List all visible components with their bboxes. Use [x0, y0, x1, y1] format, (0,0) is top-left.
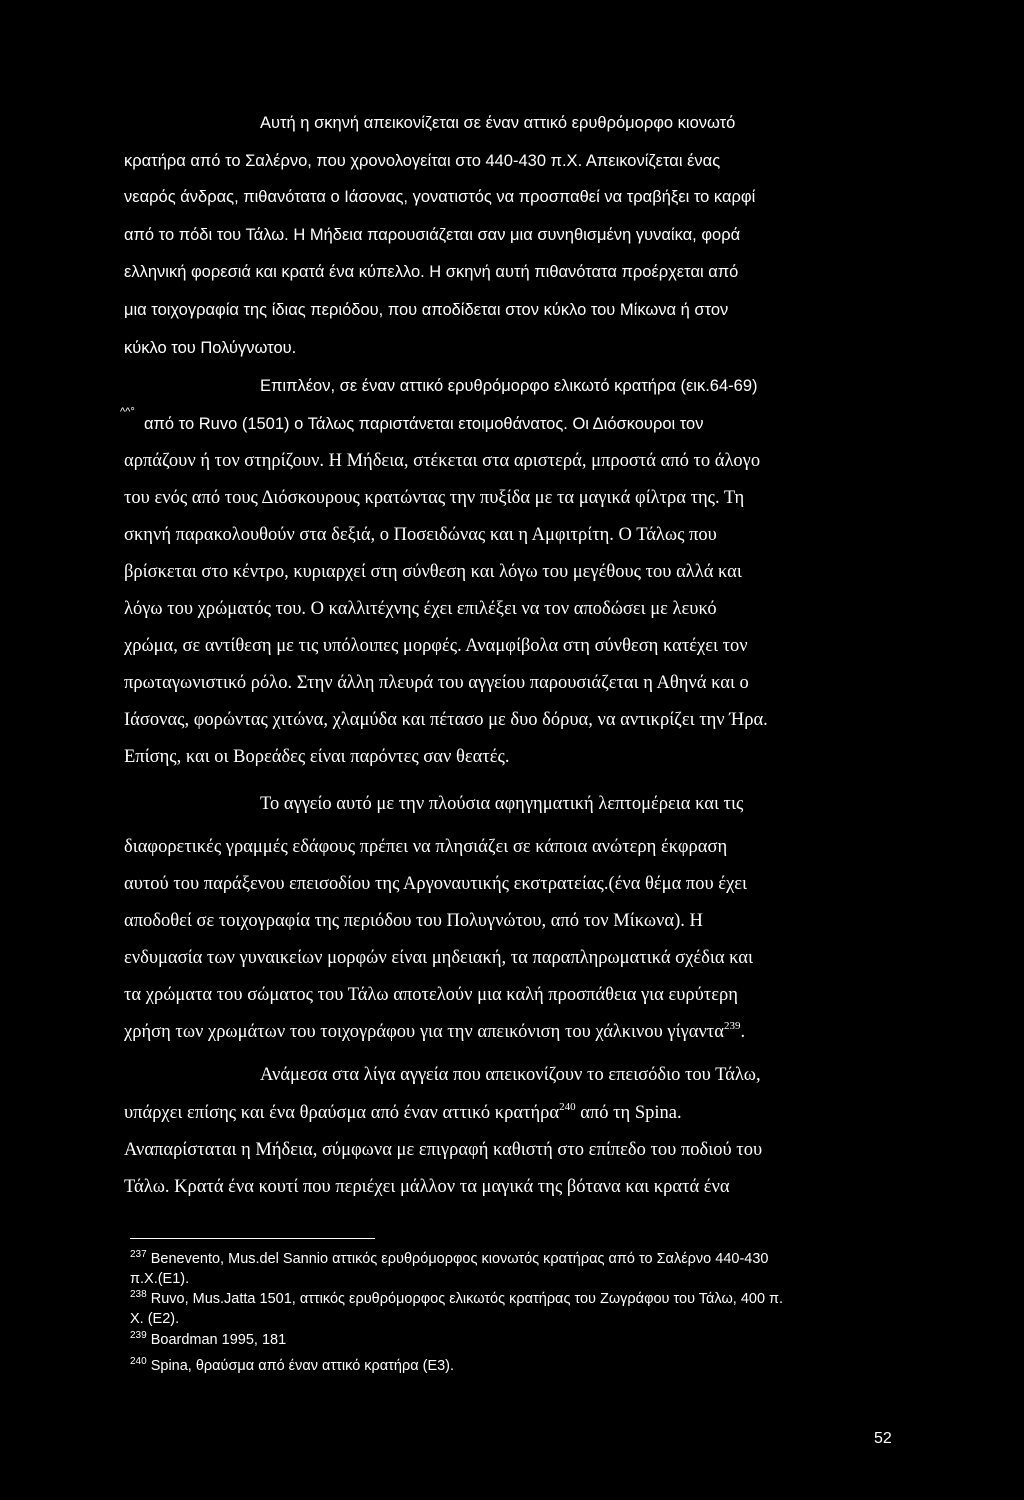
text-line: σκηνή παρακολουθούν στα δεξιά, ο Ποσειδώνας και η Αμφιτρίτη. Ο Τάλως που: [124, 525, 717, 545]
footnote-number: 237: [130, 1249, 147, 1260]
text-line: Αυτή η σκηνή απεικονίζεται σε έναν αττικό ερυθρόμορφο κιονωτό: [260, 114, 736, 132]
text-line: διαφορετικές γραμμές εδάφους πρέπει να πλησιάζει σε κάποια ανώτερη έκφραση: [124, 837, 728, 857]
page-number: 52: [874, 1430, 892, 1447]
text-line: Επιπλέον, σε έναν αττικό ερυθρόμορφο ελικωτό κρατήρα (εικ.64-69): [260, 377, 758, 395]
text-line: Ιάσονας, φορώντας χιτώνα, χλαμύδα και πέτασο με δυο δόρυα, να αντικρίζει την Ήρα.: [124, 710, 768, 730]
text-line: αποδοθεί σε τοιχογραφία της περιόδου του Πολυγνώτου, από τον Μίκωνα). Η: [124, 911, 703, 931]
footnote-ref: 240: [559, 1101, 576, 1113]
text-line: μια τοιχογραφία της ίδιας περιόδου, που αποδίδεται στον κύκλο του Μίκωνα ή στον: [124, 301, 729, 319]
footnote-continuation: Χ. (Ε2).: [130, 1311, 180, 1327]
footnote-continuation: π.Χ.(Ε1).: [130, 1271, 190, 1287]
text-line: ^^° από το Ruvo (1501) ο Τάλως παριστάνεται ετοιμοθάνατος. Οι Διόσκουροι τον: [124, 413, 703, 435]
text-line: πρωταγωνιστικό ρόλο. Στην άλλη πλευρά του αγγείου παρουσιάζεται η Αθηνά και ο: [124, 673, 749, 693]
footnote-mark: ^^°: [120, 406, 135, 418]
footnote: $^{238}$ Ruvo, Mus.Jatta 1501, αττικός ερυθρόμορφος ελικωτός κρατήρας του Ζωγράφου του Τάλω, 400 π.: [130, 1289, 784, 1307]
text-line: από το πόδι του Τάλω. Η Μήδεια παρουσιάζεται σαν μια συνηθισμένη γυναίκα, φορά: [124, 226, 741, 244]
footnote-number: 238: [130, 1289, 147, 1300]
text-line: Το αγγείο αυτό με την πλούσια αφηγηματική λεπτομέρεια και τις: [260, 794, 744, 814]
footnote-ref: 239: [723, 1020, 741, 1032]
text-line: ενδυμασία των γυναικείων μορφών είναι μηδειακή, τα παραπληρωματικά σχέδια και: [124, 948, 753, 968]
text-line: βρίσκεται στο κέντρο, κυριαρχεί στη σύνθεση και λόγω του μεγέθους του αλλά και: [124, 562, 742, 582]
footnote: $^{239}$ Boardman 1995, 181: [130, 1330, 287, 1348]
text-line: Επίσης, και οι Βορεάδες είναι παρόντες σαν θεατές.: [124, 747, 510, 767]
text-line: τα χρώματα του σώματος του Τάλω αποτελούν μια καλή προσπάθεια για ευρύτερη: [124, 985, 738, 1005]
footnote-separator: [130, 1238, 375, 1239]
text-line: αυτού του παράξενου επεισοδίου της Αργοναυτικής εκστρατείας.(ένα θέμα που έχει: [124, 874, 748, 894]
text-line: υπάρχει επίσης και ένα θραύσμα από έναν αττικό κρατήρα$^{240}$ από τη Spina.: [124, 1101, 682, 1123]
footnote: $^{240}$ Spina, θραύσμα από έναν αττικό κρατήρα (Ε3).: [130, 1356, 455, 1374]
text-line: Ανάμεσα στα λίγα αγγεία που απεικονίζουν το επεισόδιο του Τάλω,: [260, 1065, 761, 1085]
text-line: του ενός από τους Διόσκουρους κρατώντας την πυξίδα με τα μαγικά φίλτρα της. Τη: [124, 488, 745, 508]
text-line: λόγω του χρώματός του. Ο καλλιτέχνης έχει επιλέξει να τον αποδώσει με λευκό: [124, 599, 717, 619]
text-line: αρπάζουν ή τον στηρίζουν. Η Μήδεια, στέκεται στα αριστερά, μπροστά από το άλογο: [124, 451, 761, 471]
text-line: ελληνική φορεσιά και κρατά ένα κύπελλο. Η σκηνή αυτή πιθανότατα προέρχεται από: [124, 263, 739, 281]
text-line: χρήση των χρωμάτων του τοιχογράφου για την απεικόνιση του χάλκινου γίγαντα$^{239}$.: [124, 1020, 746, 1042]
text-line: χρώμα, σε αντίθεση με τις υπόλοιπες μορφές. Αναμφίβολα στη σύνθεση κατέχει τον: [124, 636, 748, 656]
footnote: $^{237}$ Benevento, Mus.del Sannio αττικός ερυθρόμορφος κιονωτός κρατήρας από το Σαλέρνο 440-430: [130, 1249, 769, 1267]
text-line: κύκλο του Πολύγνωτου.: [124, 339, 297, 357]
text-line: νεαρός άνδρας, πιθανότατα ο Ιάσονας, γονατιστός να προσπαθεί να τραβήξει το καρφί: [124, 188, 756, 206]
text-line: Τάλω. Κρατά ένα κουτί που περιέχει μάλλον τα μαγικά της βότανα και κρατά ένα: [124, 1177, 730, 1197]
text-line: κρατήρα από το Σαλέρνο, που χρονολογείται στο 440-430 π.Χ. Απεικονίζεται ένας: [124, 152, 721, 170]
text-line: Αναπαρίσταται η Μήδεια, σύμφωνα με επιγραφή καθιστή στο επίπεδο του ποδιού του: [124, 1140, 763, 1160]
footnote-number: 239: [130, 1330, 147, 1341]
footnote-number: 240: [130, 1356, 147, 1367]
